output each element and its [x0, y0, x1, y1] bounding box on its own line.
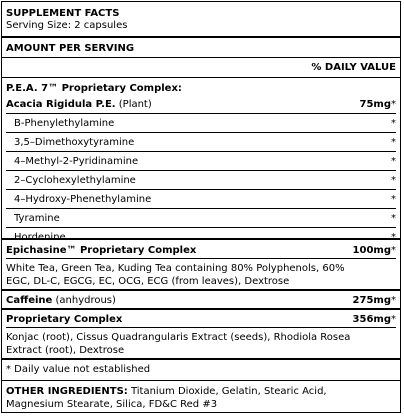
divider	[2, 36, 400, 38]
divider	[6, 327, 396, 328]
pea-item-name: 4–Methyl-2-Pyridinamine	[14, 156, 139, 167]
caffeine-dv: *	[391, 295, 396, 306]
divider	[6, 170, 396, 171]
epichasine-description-line: EGC, DL-C, EGCG, EC, OCG, ECG (from leaves), Dextrose	[6, 276, 290, 287]
caffeine-amount: 275mg	[352, 295, 391, 306]
caffeine-amount-cell	[353, 294, 396, 307]
epichasine-name: Epichasine™ Proprietary Complex	[6, 245, 197, 256]
other-ingredients-label: OTHER INGREDIENTS:	[6, 386, 128, 397]
proprietary-dv: *	[391, 314, 396, 325]
pea-item-name: 4–Hydroxy-Phenethylamine	[14, 194, 152, 205]
divider	[6, 132, 396, 133]
pea-main-source: (Plant)	[115, 99, 152, 110]
caffeine-note: (anhydrous)	[52, 295, 116, 306]
pea-item-name: B-Phenylethylamine	[14, 118, 115, 129]
divider	[6, 258, 396, 259]
divider	[2, 57, 400, 58]
panel-title: SUPPLEMENT FACTS	[6, 8, 120, 19]
epichasine-description-line: White Tea, Green Tea, Kuding Tea containing 80% Polyphenols, 60%	[6, 263, 345, 274]
pea-main-amount-cell	[360, 98, 397, 111]
proprietary-amount-cell	[353, 313, 396, 326]
pea-item-dv: *	[391, 175, 396, 186]
pea-item-dv: *	[391, 156, 396, 167]
pea-item-name: 2–Cyclohexylethylamine	[14, 175, 136, 186]
daily-value-header: % DAILY VALUE	[311, 62, 396, 73]
proprietary-description-line: Konjac (root), Cissus Quadrangularis Extract (seeds), Rhodiola Rosea	[6, 332, 351, 343]
divider	[6, 189, 396, 190]
divider	[2, 77, 400, 78]
serving-size: Serving Size: 2 capsules	[6, 20, 128, 31]
other-ingredients-row	[6, 385, 396, 398]
pea-blend-title: P.E.A. 7™ Proprietary Complex:	[6, 83, 182, 94]
epichasine-amount-cell	[353, 244, 396, 257]
other-ingredients-line: Titanium Dioxide, Gelatin, Stearic Acid,	[127, 386, 327, 397]
divider	[6, 151, 396, 152]
pea-item-dv: *	[391, 118, 396, 129]
divider	[6, 113, 396, 114]
pea-item-name: 3,5–Dimethoxytyramine	[14, 137, 135, 148]
proprietary-name: Proprietary Complex	[6, 314, 123, 325]
supplement-facts-panel	[1, 1, 401, 413]
divider	[2, 289, 400, 291]
other-ingredients-line: Magnesium Stearate, Silica, FD&C Red #3	[6, 399, 218, 410]
divider	[6, 227, 396, 228]
proprietary-amount: 356mg	[352, 314, 391, 325]
pea-main-name: Acacia Rigidula P.E.	[6, 99, 116, 110]
footnote: * Daily value not established	[6, 364, 151, 375]
pea-item-dv: *	[391, 137, 396, 148]
pea-main-row	[6, 98, 396, 111]
pea-item-name: Tyramine	[14, 213, 60, 224]
pea-item-dv: *	[391, 213, 396, 224]
divider	[2, 380, 400, 381]
divider	[2, 358, 400, 360]
divider	[2, 238, 400, 240]
pea-item-dv: *	[391, 194, 396, 205]
epichasine-dv: *	[391, 245, 396, 256]
caffeine-name: Caffeine	[6, 295, 53, 306]
amount-per-serving-heading: AMOUNT PER SERVING	[6, 43, 135, 54]
caffeine-row	[6, 294, 396, 307]
pea-main-amount: 75mg	[359, 99, 391, 110]
pea-main-dv: *	[391, 99, 396, 110]
proprietary-description-line: Extract (root), Dextrose	[6, 345, 125, 356]
divider	[6, 208, 396, 209]
divider	[2, 308, 400, 310]
epichasine-amount: 100mg	[352, 245, 391, 256]
